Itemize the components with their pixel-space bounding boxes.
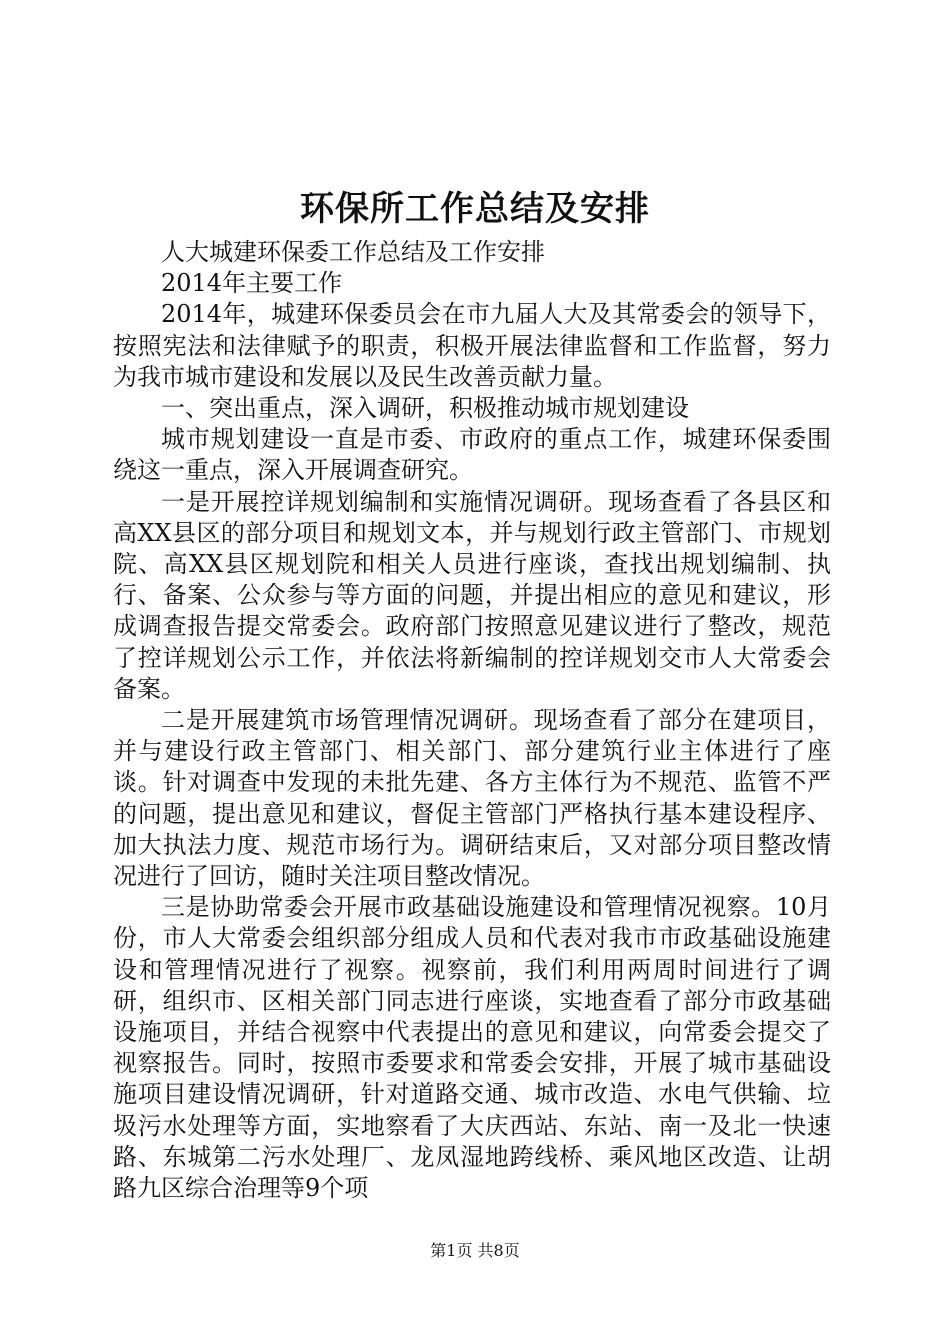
section-heading-paragraph: 2014年主要工作 [161, 269, 343, 298]
item-one-paragraph: 一是开展控详规划编制和实施情况调研。现场查看了各县区和高XX县区的部分项目和规划文本，并与规划行政主管部门、市规划院、高XX县区规划院和相关人员进行座谈，查找出规划编制、执行、备案、公众参与等方面的问题，并提出相应的意见和建议，形成调查报告提交常委会。政府部门按照意见建议进行了整改，规范了控详规划公示工作，并依法将新编制的控详规划交市人大常委会备案。 [113, 487, 831, 703]
intro-paragraph: 2014年，城建环保委员会在市九届人大及其常委会的领导下，按照宪法和法律赋予的职责，积极开展法律监督和工作监督，努力为我市城市建设和发展以及民生改善贡献力量。 [113, 300, 831, 391]
document-body [113, 237, 831, 1204]
document-title: 环保所工作总结及安排 [300, 189, 650, 229]
subtitle-paragraph: 人大城建环保委工作总结及工作安排 [161, 238, 545, 266]
heading-one-paragraph: 一、突出重点，深入调研，积极推动城市规划建设 [161, 394, 689, 423]
item-three-paragraph: 三是协助常委会开展市政基础设施建设和管理情况视察。10月份，市人大常委会组织部分组成人员和代表对我市市政基础设施建设和管理情况进行了视察。视察前，我们利用两周时间进行了调研，组织市、区相关部门同志进行座谈，实地查看了部分市政基础设施项目，并结合视察中代表提出的意见和建议，向常委会提交了视察报告。同时，按照市委要求和常委会安排，开展了城市基础设施项目建设情况调研，针对道路交通、城市改造、水电气供输、垃圾污水处理等方面，实地察看了大庆西站、东站、南一及北一快速路、东城第二污水处理厂、龙凤湿地跨线桥、乘风地区改造、让胡路九区综合治理等9个项 [113, 893, 831, 1203]
page-number-footer: 第1页 共8页 [430, 1241, 520, 1260]
planning-summary-paragraph: 城市规划建设一直是市委、市政府的重点工作，城建环保委围绕这一重点，深入开展调查研究。 [113, 425, 831, 485]
item-two-paragraph: 二是开展建筑市场管理情况调研。现场查看了部分在建项目，并与建设行政主管部门、相关部门、部分建筑行业主体进行了座谈。针对调查中发现的未批先建、各方主体行为不规范、监管不严的问题，提出意见和建议，督促主管部门严格执行基本建设程序、加大执法力度、规范市场行为。调研结束后，又对部分项目整改情况进行了回访，随时关注项目整改情况。 [113, 706, 831, 891]
